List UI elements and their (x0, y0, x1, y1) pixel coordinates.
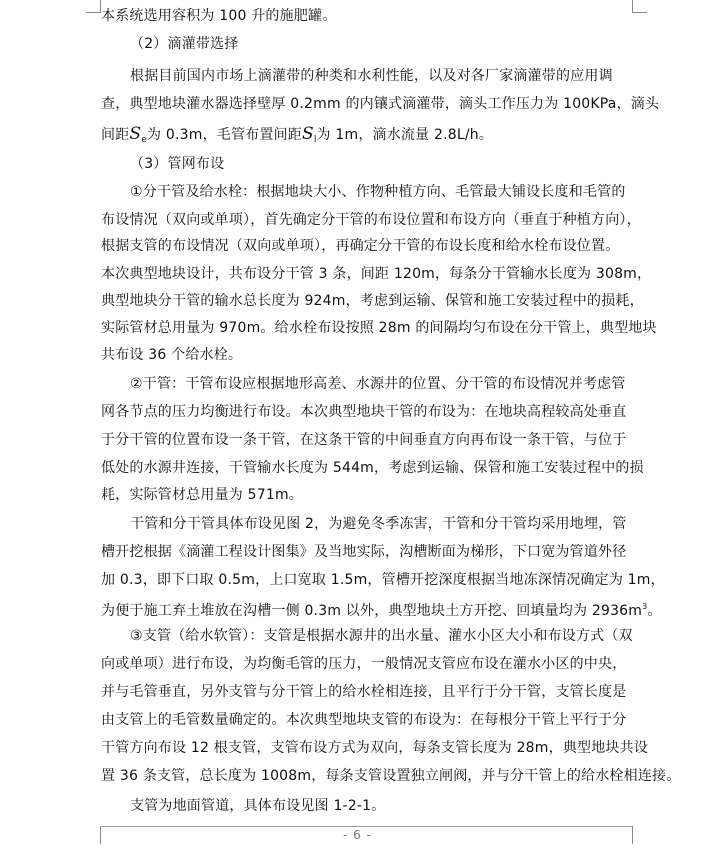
crop-mark-top-left-h (86, 12, 101, 13)
body-line-with-superscript (101, 597, 662, 621)
body-line: 耗，实际管材总用量为 571m。 (101, 487, 304, 503)
body-line: 根据目前国内市场上滴灌带的种类和水利性能，以及对各厂家滴灌带的应用调 (130, 68, 613, 84)
body-line: 干管方向布设 12 根支管，支管布设方式为双向，每条支管长度为 28m，典型地块共设 (101, 740, 649, 756)
body-line: 低处的水源井连接，干管输水长度为 544m，考虑到运输、保管和施工安装过程中的损 (101, 460, 644, 476)
body-line: 本系统选用容积为 100 升的施肥罐。 (101, 8, 337, 24)
section-heading: （3）管网布设 (130, 156, 225, 172)
body-line: 共布设 36 个给水栓。 (101, 347, 243, 363)
body-line: 加 0.3，即下口取 0.5m，上口宽取 1.5m，管槽开挖深度根据当地冻深情况确定为 1m， (101, 572, 665, 588)
body-line: 支管为地面管道，具体布设见图 1-2-1。 (130, 798, 386, 814)
symbol-subscript: l (313, 135, 317, 145)
body-line: 由支管上的毛管数量确定的。本次典型地块支管的布设为：在每根分干管上平行于分 (101, 712, 627, 728)
body-line: 置 36 条支管，总长度为 1008m，每条支管设置独立闸阀，并与分干管上的给水栓相连接。 (101, 768, 681, 784)
body-line: 于分干管的位置布设一条干管，在这条干管的中间垂直方向再布设一条干管，与位于 (101, 432, 627, 448)
crop-mark-top-right-h (632, 12, 647, 13)
body-line: 典型地块分干管的输水总长度为 924m，考虑到运输、保管和施工安装过程中的损耗， (101, 293, 644, 309)
body-line: 向或单项）进行布设，为均衡毛管的压力，一般情况支管应布设在灌水小区的中央， (101, 656, 627, 672)
body-line: 并与毛管垂直，另外支管与分干管上的给水栓相连接，且平行于分干管，支管长度是 (101, 684, 627, 700)
body-line: 网各节点的压力均衡进行布设。本次典型地块干管的布设为：在地块高程较高处垂直 (101, 404, 627, 420)
body-line: 槽开挖根据《滴灌工程设计图集》及当地实际，沟槽断面为梯形，下口宽为管道外径 (101, 544, 627, 560)
text-span: 为 1m，滴水流量 2.8L/h。 (316, 127, 494, 143)
section-heading: （2）滴灌带选择 (130, 36, 239, 52)
body-line: 布设情况（双向或单项），首先确定分干管的布设位置和布设方向（垂直于种植方向）， (101, 212, 641, 228)
footer-divider (100, 826, 632, 827)
body-line: 查，典型地块灌水器选择壁厚 0.2mm 的内镶式滴灌带，滴头工作压力为 100KPa，滴头 (101, 96, 660, 112)
text-span: 为 0.3m，毛管布置间距 (147, 127, 302, 143)
body-line: 实际管材总用量为 970m。给水栓布设按照 28m 的间隔均匀布设在分干管上，典型地块 (101, 320, 657, 336)
body-line: ②干管：干管布设应根据地形高差、水源井的位置、分干管的布设情况并考虑管 (130, 376, 626, 392)
body-line: 本次典型地块设计，共布设分干管 3 条，间距 120m，每条分干管输水长度为 308m， (101, 266, 652, 282)
symbol-subscript: e (141, 135, 148, 145)
body-line-with-symbols (101, 124, 493, 150)
page-number: - 6 - (343, 828, 372, 842)
body-line: 干管和分干管具体布设见图 2，为避免冬季冻害，干管和分干管均采用地埋，管 (130, 516, 627, 532)
text-span: 。 (647, 603, 662, 619)
symbol-s: S (301, 124, 314, 144)
crop-mark-top-right-v (632, 0, 633, 12)
body-line: ③支管（给水软管）：支管是根据水源井的出水量、灌水小区大小和布设方式（双 (130, 628, 633, 644)
superscript: 3 (642, 602, 648, 611)
text-span: 为便于施工弃土堆放在沟槽一侧 0.3m 以外，典型地块土方开挖、回填量均为 2936m (101, 603, 643, 619)
body-line: 根据支管的布设情况（双向或单项），再确定分干管的布设长度和给水栓布设位置。 (101, 238, 620, 254)
text-span: 间距 (101, 127, 130, 143)
body-line: ①分干管及给水栓：根据地块大小、作物种植方向、毛管最大铺设长度和毛管的 (130, 184, 626, 200)
symbol-s: S (129, 124, 142, 144)
